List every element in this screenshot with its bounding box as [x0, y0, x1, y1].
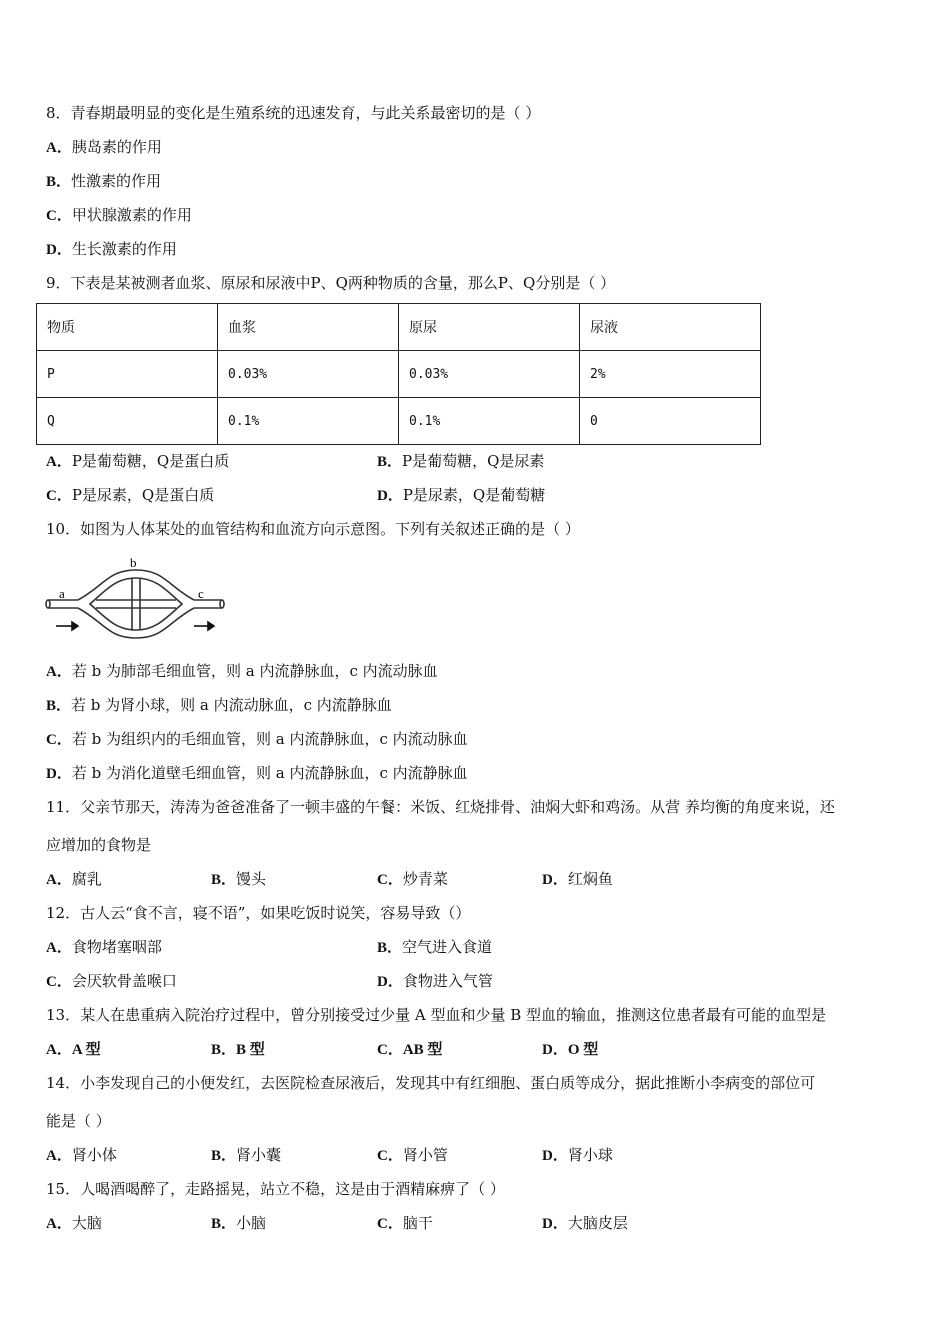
label-b: b [130, 556, 137, 570]
table-cell: 0.1% [399, 398, 580, 445]
q9-data-table [36, 303, 761, 445]
option-label: C． [377, 1148, 403, 1164]
option-text: 大脑 [71, 1214, 102, 1232]
q15-option-a [46, 1213, 102, 1234]
table-cell: P [37, 351, 218, 398]
table-header-row [37, 304, 761, 351]
q11-option-d [542, 869, 613, 890]
table-cell: 0.1% [218, 398, 399, 445]
option-label: B． [377, 454, 403, 470]
option-label: D． [46, 242, 72, 258]
option-text: O 型 [567, 1042, 599, 1058]
option-label: A． [46, 1042, 72, 1058]
option-text: 甲状腺激素的作用 [71, 206, 192, 224]
q14-option-b [211, 1145, 281, 1166]
q12-option-b [377, 937, 492, 958]
option-text: 大脑皮层 [567, 1214, 628, 1232]
q15-option-c [377, 1213, 433, 1234]
option-text: 肾小管 [402, 1146, 448, 1164]
q13-option-a [46, 1039, 101, 1060]
q12-stem: 12．古人云“食不言，寝不语”，如果吃饭时说笑，容易导致（） [46, 904, 471, 922]
q10-option-b [46, 695, 392, 716]
table-header-cell: 尿液 [580, 304, 761, 351]
q8-option-b [46, 171, 161, 192]
option-text: P是尿素，Q是葡萄糖 [402, 486, 546, 504]
q9-stem: 9．下表是某被测者血浆、原尿和尿液中P、Q两种物质的含量，那么P、Q分别是（ ） [46, 274, 616, 292]
option-label: B． [46, 698, 72, 714]
q14-option-c [377, 1145, 448, 1166]
blood-vessel-diagram [44, 556, 234, 640]
option-text: 若 b 为肾小球，则 a 内流动脉血，c 内流静脉血 [71, 696, 392, 714]
option-text: P是葡萄糖，Q是尿素 [402, 452, 545, 470]
option-text: 炒青菜 [402, 870, 448, 888]
option-label: D． [542, 872, 568, 888]
option-label: C． [46, 974, 72, 990]
option-text: 空气进入食道 [402, 938, 493, 956]
table-header-cell: 血浆 [218, 304, 399, 351]
q13-stem: 13．某人在患重病入院治疗过程中，曾分别接受过少量 A 型血和少量 B 型血的输血，推测这位患者最有可能的血型是 [46, 1006, 827, 1024]
option-label: D． [542, 1042, 568, 1058]
option-label: B． [211, 1042, 237, 1058]
option-label: A． [46, 140, 72, 156]
q12-option-c [46, 971, 177, 992]
option-text: 性激素的作用 [71, 172, 162, 190]
option-label: D． [542, 1148, 568, 1164]
q13-option-d [542, 1039, 598, 1060]
option-label: C． [377, 872, 403, 888]
flow-arrow-in-head [72, 622, 78, 630]
q13-option-b [211, 1039, 265, 1060]
option-text: 肾小球 [567, 1146, 613, 1164]
option-text: 腐乳 [71, 870, 102, 888]
option-label: D． [377, 974, 403, 990]
option-text: 肾小囊 [236, 1146, 282, 1164]
vessel-c-end [220, 600, 224, 608]
table-cell: Q [37, 398, 218, 445]
q11-stem-line1: 11．父亲节那天，涛涛为爸爸准备了一顿丰盛的午餐：米饭、红烧排骨、油焖大虾和鸡汤。从营 养均衡的角度来说，还 [46, 798, 835, 816]
table-cell: 0 [580, 398, 761, 445]
q8-option-c [46, 205, 192, 226]
option-label: A． [46, 454, 72, 470]
option-text: 红焖鱼 [567, 870, 613, 888]
option-text: 食物进入气管 [402, 972, 493, 990]
option-text: 胰岛素的作用 [71, 138, 162, 156]
table-header-cell: 物质 [37, 304, 218, 351]
option-text: 若 b 为组织内的毛细血管，则 a 内流静脉血，c 内流动脉血 [71, 730, 468, 748]
option-label: B． [211, 872, 237, 888]
q14-stem-line1: 14．小李发现自己的小便发红，去医院检查尿液后，发现其中有红细胞、蛋白质等成分，据此推断小李病变的部位可 [46, 1074, 816, 1092]
option-label: B． [377, 940, 403, 956]
table-cell: 0.03% [218, 351, 399, 398]
option-label: C． [377, 1216, 403, 1232]
option-label: C． [46, 488, 72, 504]
option-label: C． [46, 208, 72, 224]
q15-option-b [211, 1213, 266, 1234]
q11-option-b [211, 869, 266, 890]
option-label: B． [211, 1216, 237, 1232]
q8-option-a [46, 137, 162, 158]
q8-option-d [46, 239, 177, 260]
table-header-cell: 原尿 [399, 304, 580, 351]
q10-option-a [46, 661, 438, 682]
option-label: D． [377, 488, 403, 504]
option-text: P是尿素，Q是蛋白质 [71, 486, 215, 504]
option-text: 馒头 [236, 870, 267, 888]
option-label: A． [46, 1148, 72, 1164]
option-text: 肾小体 [71, 1146, 117, 1164]
option-label: A． [46, 1216, 72, 1232]
option-label: D． [542, 1216, 568, 1232]
option-text: 脑干 [402, 1214, 433, 1232]
option-label: C． [46, 732, 72, 748]
q9-option-d [377, 485, 545, 506]
network-outer-bottom [78, 608, 194, 638]
option-label: A． [46, 940, 72, 956]
q15-stem: 15．人喝酒喝醉了，走路摇晃，站立不稳，这是由于酒精麻痹了（ ） [46, 1180, 505, 1198]
q14-option-a [46, 1145, 117, 1166]
q12-option-a [46, 937, 162, 958]
table-row [37, 351, 761, 398]
q9-option-c [46, 485, 214, 506]
network-outer-top [78, 570, 194, 600]
option-label: A． [46, 872, 72, 888]
table-cell: 0.03% [399, 351, 580, 398]
q12-option-d [377, 971, 493, 992]
q9-option-b [377, 451, 544, 472]
option-text: AB 型 [402, 1042, 443, 1058]
option-text: 小脑 [236, 1214, 267, 1232]
flow-arrow-out-head [208, 622, 214, 630]
q8-stem: 8．青春期最明显的变化是生殖系统的迅速发育，与此关系最密切的是（ ） [46, 104, 541, 122]
option-label: D． [46, 766, 72, 782]
network-inner-loop [90, 578, 182, 630]
q13-option-c [377, 1039, 442, 1060]
q11-option-c [377, 869, 448, 890]
option-label: A． [46, 664, 72, 680]
q9-option-a [46, 451, 229, 472]
option-text: 食物堵塞咽部 [71, 938, 162, 956]
table-cell: 2% [580, 351, 761, 398]
q10-option-c [46, 729, 468, 750]
label-a: a [59, 586, 65, 601]
option-text: A 型 [71, 1042, 101, 1058]
option-label: C． [377, 1042, 403, 1058]
q10-stem: 10．如图为人体某处的血管结构和血流方向示意图。下列有关叙述正确的是（ ） [46, 520, 580, 538]
q11-stem-line2: 应增加的食物是 [46, 836, 152, 854]
option-text: 会厌软骨盖喉口 [71, 972, 177, 990]
label-c: c [198, 586, 204, 601]
option-text: P是葡萄糖，Q是蛋白质 [71, 452, 230, 470]
table-row [37, 398, 761, 445]
option-text: 若 b 为肺部毛细血管，则 a 内流静脉血，c 内流动脉血 [71, 662, 438, 680]
q15-option-d [542, 1213, 628, 1234]
q14-option-d [542, 1145, 613, 1166]
q10-option-d [46, 763, 468, 784]
q11-option-a [46, 869, 102, 890]
option-text: B 型 [236, 1042, 265, 1058]
option-label: B． [211, 1148, 237, 1164]
option-label: B． [46, 174, 72, 190]
option-text: 若 b 为消化道壁毛细血管，则 a 内流静脉血，c 内流静脉血 [71, 764, 468, 782]
vessel-a-end [46, 600, 50, 608]
option-text: 生长激素的作用 [71, 240, 177, 258]
q14-stem-line2: 能是（ ） [46, 1112, 111, 1130]
